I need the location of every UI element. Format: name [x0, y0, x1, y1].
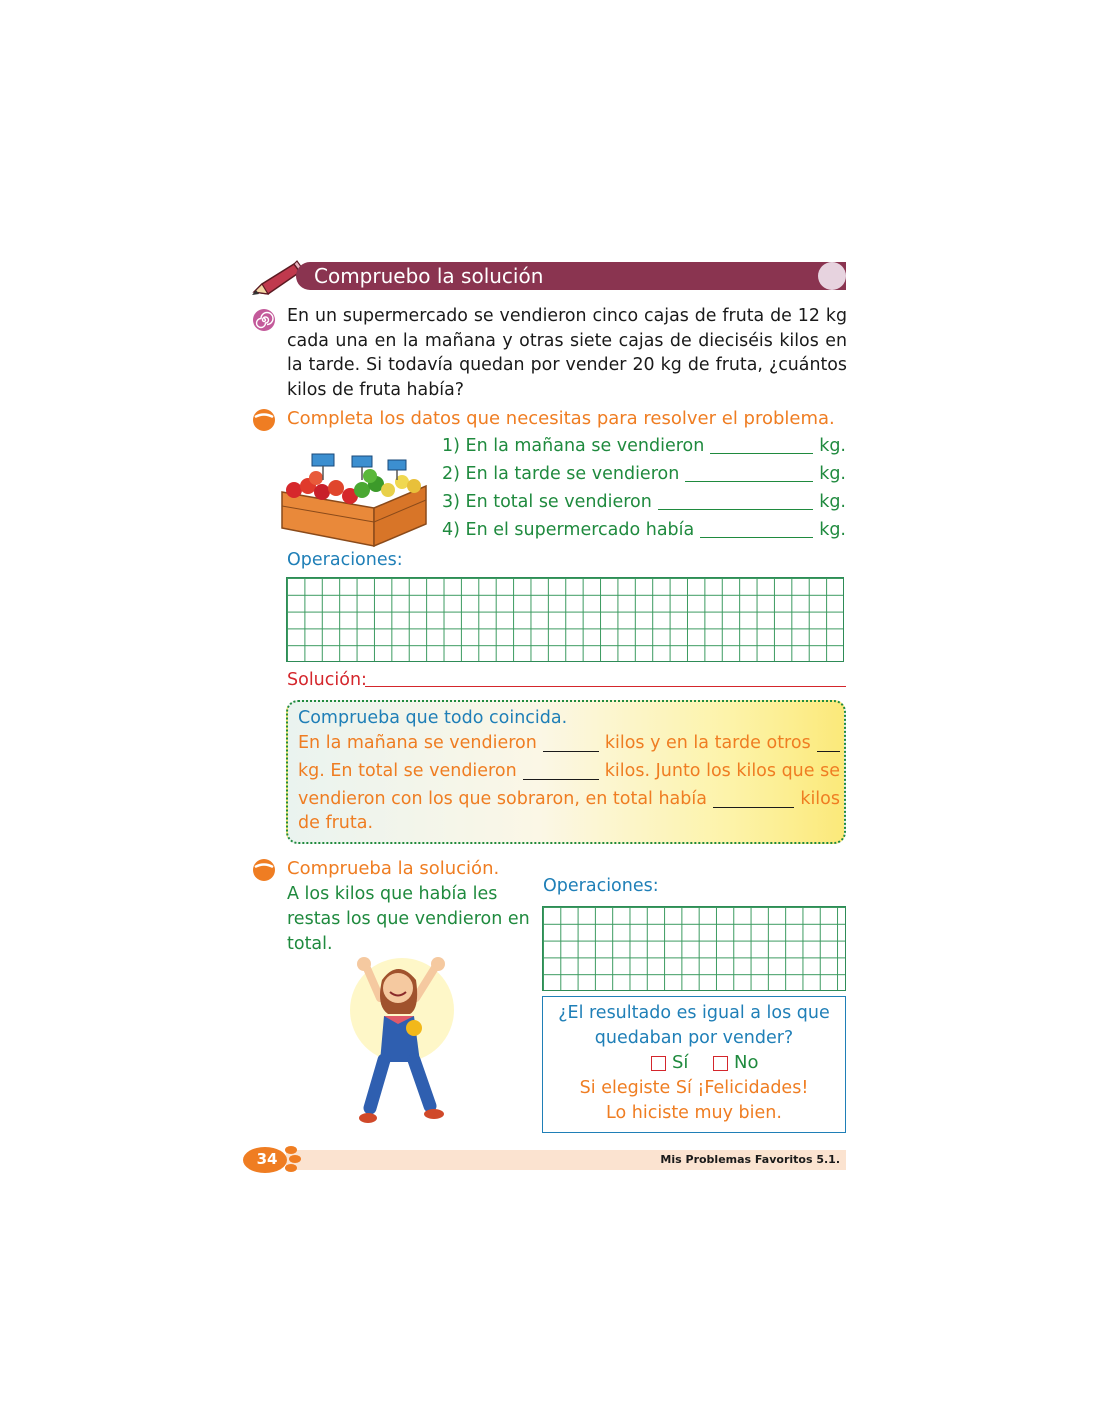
- data-row-3: [442, 490, 846, 514]
- answer-blank[interactable]: [817, 751, 840, 752]
- congrats-line: Si elegiste Sí ¡Felicidades!: [579, 1078, 809, 1098]
- check-line-3: [298, 786, 840, 813]
- cheering-girl-illustration: [340, 952, 470, 1132]
- answer-blank[interactable]: [523, 779, 599, 780]
- step2-hint: A los kilos que había les restas los que vendieron en total.: [287, 884, 530, 954]
- option-yes-label: Sí: [672, 1052, 689, 1073]
- option-yes[interactable]: [651, 1051, 688, 1075]
- congrats-message: [542, 1076, 846, 1125]
- check-text: kilos: [800, 789, 840, 809]
- answer-blank[interactable]: [713, 807, 794, 808]
- step1-instruction: Completa los datos que necesitas para resolver el problema.: [287, 408, 835, 429]
- check-title: Comprueba que todo coincida.: [298, 708, 568, 728]
- option-no[interactable]: [713, 1051, 758, 1075]
- data-row-1: [442, 434, 846, 458]
- check-text: kilos. Junto los kilos que se: [604, 761, 840, 781]
- data-row-label: 3) En total se vendieron: [442, 492, 652, 512]
- unit-label: kg.: [819, 520, 846, 540]
- solution-label: Solución:: [287, 670, 367, 690]
- answer-blank[interactable]: [710, 453, 813, 454]
- orange-bullet-icon: [252, 858, 276, 882]
- unit-label: kg.: [819, 436, 846, 456]
- book-title: Mis Problemas Favoritos 5.1.: [660, 1153, 840, 1166]
- check-text: de fruta.: [298, 813, 374, 833]
- check-text: kg. En total se vendieron: [298, 761, 517, 781]
- page-number: 34: [256, 1150, 278, 1168]
- operations-grid[interactable]: [542, 906, 846, 991]
- spiral-bullet-icon: [252, 308, 276, 332]
- check-text: En la mañana se vendieron: [298, 733, 537, 753]
- step2-instruction: Comprueba la solución.: [287, 858, 500, 879]
- data-row-4: [442, 518, 846, 542]
- fruit-crate-illustration: [276, 450, 436, 550]
- data-row-label: 2) En la tarde se vendieron: [442, 464, 680, 484]
- orange-bullet-icon: [252, 408, 276, 432]
- verify-question: ¿El resultado es igual a los que quedaban por vender?: [558, 1003, 830, 1048]
- congrats-line: Lo hiciste muy bien.: [606, 1102, 782, 1123]
- answer-blank[interactable]: [700, 537, 813, 538]
- check-line-2: [298, 758, 840, 785]
- checkbox-icon[interactable]: [713, 1056, 728, 1071]
- answer-blank[interactable]: [543, 751, 599, 752]
- answer-blank[interactable]: [658, 509, 813, 510]
- check-line-1: [298, 730, 840, 757]
- check-text: kilos y en la tarde otros: [604, 733, 811, 753]
- section-title: Compruebo la solución: [314, 264, 544, 288]
- check-text: vendieron con los que sobraron, en total había: [298, 789, 707, 809]
- operations-label: Operaciones:: [543, 876, 659, 896]
- unit-label: kg.: [819, 464, 846, 484]
- unit-label: kg.: [819, 492, 846, 512]
- data-row-label: 4) En el supermercado había: [442, 520, 695, 540]
- option-no-label: No: [734, 1052, 759, 1073]
- data-row-2: [442, 462, 846, 486]
- operations-grid[interactable]: [286, 577, 844, 662]
- answer-blank[interactable]: [685, 481, 813, 482]
- check-line-4: [298, 810, 840, 837]
- header-banner-cap: [818, 262, 846, 290]
- pencil-icon: [250, 258, 302, 298]
- data-row-label: 1) En la mañana se vendieron: [442, 436, 705, 456]
- checkbox-icon[interactable]: [651, 1056, 666, 1071]
- operations-label: Operaciones:: [287, 550, 403, 570]
- solution-blank[interactable]: [365, 686, 846, 687]
- problem-statement: En un supermercado se vendieron cinco cajas de fruta de 12 kg cada una en la mañana y otras siete cajas de dieciséis kilos en la tarde. Si todavía quedan por vender 20 kg de fruta, ¿cuántos kilos de fruta había?: [287, 306, 847, 400]
